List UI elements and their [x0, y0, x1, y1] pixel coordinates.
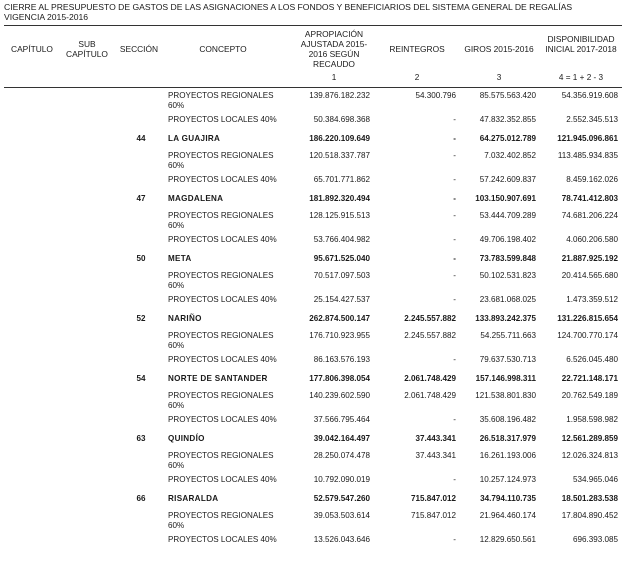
reintegros-cell: - [453, 175, 456, 184]
apropiacion-cell: 39.042.164.497 [313, 434, 370, 443]
seccion-cell: 50 [136, 254, 146, 263]
concepto-cell: META [168, 254, 192, 263]
reintegros-cell: - [453, 475, 456, 484]
reintegros-cell: - [453, 134, 456, 143]
concepto-cell: PROYECTOS LOCALES 40% [168, 115, 277, 124]
apropiacion-cell: 176.710.923.955 [309, 331, 370, 340]
reintegros-cell: 715.847.012 [410, 494, 456, 503]
concepto-cell: PROYECTOS REGIONALES 60% [168, 511, 274, 530]
apropiacion-cell: 53.766.404.982 [313, 235, 370, 244]
department-row [0, 433, 626, 450]
title-line-2: VIGENCIA 2015-2016 [4, 12, 89, 22]
seccion-cell: 66 [136, 494, 146, 503]
subtotal-row [0, 294, 626, 311]
reintegros-cell: 2.061.748.429 [404, 374, 456, 383]
disponibilidad-cell: 124.700.770.174 [557, 331, 618, 340]
seccion-cell: 44 [136, 134, 146, 143]
giros-cell: 64.275.012.789 [479, 134, 536, 143]
concepto-cell: LA GUAJIRA [168, 134, 221, 143]
giros-cell: 133.893.242.375 [475, 314, 536, 323]
header-reintegros: REINTEGROS [389, 44, 445, 54]
concepto-cell: PROYECTOS REGIONALES 60% [168, 211, 274, 230]
reintegros-cell: - [453, 355, 456, 364]
concepto-cell: MAGDALENA [168, 194, 224, 203]
subtotal-row [0, 91, 626, 112]
reintegros-cell: 37.443.341 [415, 434, 456, 443]
reintegros-cell: 54.300.796 [415, 91, 456, 100]
subtotal-row [0, 234, 626, 251]
giros-cell: 10.257.124.973 [479, 475, 536, 484]
disponibilidad-cell: 113.485.934.835 [557, 151, 618, 160]
seccion-cell: 47 [136, 194, 146, 203]
document-title [4, 2, 622, 22]
concepto-cell: PROYECTOS REGIONALES 60% [168, 91, 274, 110]
concepto-cell: PROYECTOS LOCALES 40% [168, 175, 277, 184]
disponibilidad-cell: 696.393.085 [572, 535, 618, 544]
disponibilidad-cell: 12.561.289.859 [561, 434, 618, 443]
disponibilidad-cell: 534.965.046 [572, 475, 618, 484]
seccion-cell: 63 [136, 434, 146, 443]
giros-cell: 7.032.402.852 [484, 151, 536, 160]
title-line-1: CIERRE AL PRESUPUESTO DE GASTOS DE LAS ASIGNACIONES A LOS FONDOS Y BENEFICIARIOS DEL SISTEMA GENERAL DE REGALÍAS [4, 2, 573, 12]
concepto-cell: PROYECTOS REGIONALES 60% [168, 331, 274, 350]
subtotal-row [0, 474, 626, 491]
apropiacion-cell: 95.671.525.040 [313, 254, 370, 263]
giros-cell: 35.608.196.482 [479, 415, 536, 424]
disponibilidad-cell: 121.945.096.861 [557, 134, 618, 143]
col-number-1: 1 [331, 73, 337, 82]
apropiacion-cell: 262.874.500.147 [309, 314, 370, 323]
concepto-cell: PROYECTOS REGIONALES 60% [168, 151, 274, 170]
disponibilidad-cell: 17.804.890.452 [561, 511, 618, 520]
disponibilidad-cell: 131.226.815.654 [557, 314, 618, 323]
giros-cell: 57.242.609.837 [479, 175, 536, 184]
concepto-cell: PROYECTOS LOCALES 40% [168, 235, 277, 244]
concepto-cell: PROYECTOS LOCALES 40% [168, 475, 277, 484]
giros-cell: 121.538.801.830 [475, 391, 536, 400]
disponibilidad-cell: 20.414.565.680 [561, 271, 618, 280]
concepto-cell: NORTE DE SANTANDER [168, 374, 268, 383]
subtotal-row [0, 174, 626, 191]
giros-cell: 54.255.711.663 [480, 331, 536, 340]
header-giros: GIROS 2015-2016 [464, 44, 534, 54]
apropiacion-cell: 52.579.547.260 [313, 494, 370, 503]
concepto-cell: PROYECTOS LOCALES 40% [168, 415, 277, 424]
department-row [0, 313, 626, 330]
concepto-cell: PROYECTOS REGIONALES 60% [168, 451, 274, 470]
giros-cell: 157.146.998.311 [475, 374, 536, 383]
disponibilidad-cell: 74.681.206.224 [561, 211, 618, 220]
concepto-cell: RISARALDA [168, 494, 219, 503]
giros-cell: 47.832.352.855 [479, 115, 536, 124]
col-number-3: 3 [496, 73, 502, 82]
department-row [0, 193, 626, 210]
concepto-cell: PROYECTOS REGIONALES 60% [168, 271, 274, 290]
header-apropiacion: APROPIACIÓN AJUSTADA 2015-2016 SEGÚN RECAUDO [300, 29, 368, 69]
apropiacion-cell: 70.517.097.503 [313, 271, 370, 280]
disponibilidad-cell: 4.060.206.580 [566, 235, 618, 244]
header-bottom-rule [4, 87, 622, 88]
concepto-cell: PROYECTOS REGIONALES 60% [168, 391, 274, 410]
disponibilidad-cell: 18.501.283.538 [561, 494, 618, 503]
giros-cell: 50.102.531.823 [479, 271, 536, 280]
header-capitulo: CAPÍTULO [11, 44, 53, 54]
giros-cell: 53.444.709.289 [479, 211, 536, 220]
concepto-cell: QUINDÍO [168, 434, 205, 443]
giros-cell: 12.829.650.561 [479, 535, 536, 544]
disponibilidad-cell: 8.459.162.026 [566, 175, 618, 184]
giros-cell: 23.681.068.025 [479, 295, 536, 304]
disponibilidad-cell: 22.721.148.171 [561, 374, 618, 383]
disponibilidad-cell: 1.958.598.982 [566, 415, 618, 424]
apropiacion-cell: 139.876.182.232 [309, 91, 370, 100]
apropiacion-cell: 186.220.109.649 [309, 134, 370, 143]
giros-cell: 79.637.530.713 [479, 355, 536, 364]
header-subcapitulo: SUB CAPÍTULO [66, 39, 108, 59]
subtotal-row [0, 534, 626, 551]
seccion-cell: 54 [136, 374, 146, 383]
reintegros-cell: - [453, 295, 456, 304]
subtotal-row [0, 511, 626, 532]
header-disponibilidad: DISPONIBILIDAD INICIAL 2017-2018 [545, 34, 617, 54]
header-concepto: CONCEPTO [199, 44, 247, 54]
subtotal-row [0, 114, 626, 131]
disponibilidad-cell: 21.887.925.192 [561, 254, 618, 263]
reintegros-cell: - [453, 271, 456, 280]
department-row [0, 493, 626, 510]
apropiacion-cell: 65.701.771.862 [313, 175, 370, 184]
reintegros-cell: 715.847.012 [410, 511, 456, 520]
reintegros-cell: 2.061.748.429 [404, 391, 456, 400]
disponibilidad-cell: 6.526.045.480 [566, 355, 618, 364]
apropiacion-cell: 181.892.320.494 [309, 194, 370, 203]
concepto-cell: PROYECTOS LOCALES 40% [168, 535, 277, 544]
apropiacion-cell: 25.154.427.537 [313, 295, 370, 304]
reintegros-cell: - [453, 254, 456, 263]
apropiacion-cell: 86.163.576.193 [313, 355, 370, 364]
reintegros-cell: - [453, 115, 456, 124]
reintegros-cell: - [453, 415, 456, 424]
apropiacion-cell: 140.239.602.590 [309, 391, 370, 400]
disponibilidad-cell: 54.356.919.608 [561, 91, 618, 100]
subtotal-row [0, 391, 626, 412]
giros-cell: 49.706.198.402 [479, 235, 536, 244]
reintegros-cell: 37.443.341 [415, 451, 456, 460]
department-row [0, 373, 626, 390]
giros-cell: 85.575.563.420 [479, 91, 536, 100]
header-seccion: SECCIÓN [119, 44, 159, 54]
apropiacion-cell: 120.518.337.787 [309, 151, 370, 160]
department-row [0, 133, 626, 150]
subtotal-row [0, 331, 626, 352]
reintegros-cell: 2.245.557.882 [404, 314, 456, 323]
disponibilidad-cell: 78.741.412.803 [561, 194, 618, 203]
reintegros-cell: - [453, 151, 456, 160]
apropiacion-cell: 128.125.915.513 [309, 211, 370, 220]
subtotal-row [0, 414, 626, 431]
giros-cell: 103.150.907.691 [475, 194, 536, 203]
apropiacion-cell: 177.806.398.054 [309, 374, 370, 383]
giros-cell: 34.794.110.735 [480, 494, 536, 503]
concepto-cell: PROYECTOS LOCALES 40% [168, 355, 277, 364]
header-top-rule [4, 25, 622, 26]
col-number-2: 2 [414, 73, 420, 82]
apropiacion-cell: 50.384.698.368 [313, 115, 370, 124]
subtotal-row [0, 271, 626, 292]
disponibilidad-cell: 1.473.359.512 [566, 295, 618, 304]
concepto-cell: PROYECTOS LOCALES 40% [168, 295, 277, 304]
col-number-4: 4 = 1 + 2 - 3 [558, 73, 604, 82]
apropiacion-cell: 28.250.074.478 [313, 451, 370, 460]
disponibilidad-cell: 20.762.549.189 [561, 391, 618, 400]
apropiacion-cell: 10.792.090.019 [313, 475, 370, 484]
apropiacion-cell: 37.566.795.464 [313, 415, 370, 424]
reintegros-cell: - [453, 535, 456, 544]
disponibilidad-cell: 12.026.324.813 [561, 451, 618, 460]
concepto-cell: NARIÑO [168, 314, 202, 323]
reintegros-cell: 2.245.557.882 [404, 331, 456, 340]
apropiacion-cell: 39.053.503.614 [313, 511, 370, 520]
subtotal-row [0, 451, 626, 472]
apropiacion-cell: 13.526.043.646 [313, 535, 370, 544]
disponibilidad-cell: 2.552.345.513 [566, 115, 618, 124]
subtotal-row [0, 354, 626, 371]
reintegros-cell: - [453, 194, 456, 203]
department-row [0, 253, 626, 270]
subtotal-row [0, 211, 626, 232]
reintegros-cell: - [453, 235, 456, 244]
subtotal-row [0, 151, 626, 172]
giros-cell: 16.261.193.006 [479, 451, 536, 460]
giros-cell: 21.964.460.174 [479, 511, 536, 520]
seccion-cell: 52 [136, 314, 146, 323]
giros-cell: 73.783.599.848 [479, 254, 536, 263]
giros-cell: 26.518.317.979 [479, 434, 536, 443]
reintegros-cell: - [453, 211, 456, 220]
